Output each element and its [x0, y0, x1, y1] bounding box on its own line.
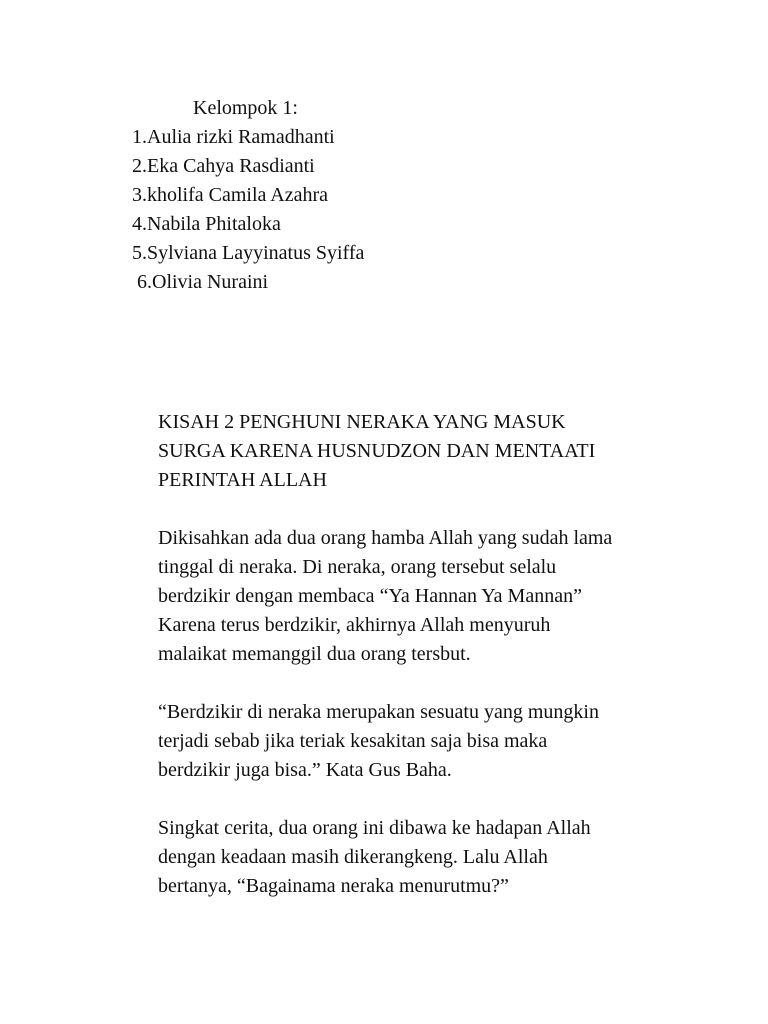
paragraph-line: dengan keadaan masih dikerangkeng. Lalu Allah — [158, 846, 548, 868]
paragraph-line: Singkat cerita, dua orang ini dibawa ke hadapan Allah — [158, 817, 591, 839]
member-item: 6.Olivia Nuraini — [137, 271, 269, 293]
member-item: 2.Eka Cahya Rasdianti — [132, 155, 315, 177]
paragraph-line: tinggal di neraka. Di neraka, orang tersebut selalu — [158, 556, 557, 578]
paragraph-line: Karena terus berdzikir, akhirnya Allah menyuruh — [158, 614, 551, 636]
paragraph-line: terjadi sebab jika teriak kesakitan saja bisa maka — [158, 730, 548, 752]
story-section — [158, 408, 718, 930]
paragraph-line: bertanya, “Bagainama neraka menurutmu?” — [158, 875, 509, 897]
story-paragraph-3 — [158, 814, 718, 901]
group-title: Kelompok 1: — [193, 97, 298, 119]
heading-line: PERINTAH ALLAH — [158, 469, 327, 491]
story-paragraph-1 — [158, 524, 718, 669]
member-item: 1.Aulia rizki Ramadhanti — [132, 126, 335, 148]
group-member-list — [132, 94, 364, 297]
heading-line: KISAH 2 PENGHUNI NERAKA YANG MASUK — [158, 411, 566, 433]
heading-line: SURGA KARENA HUSNUDZON DAN MENTAATI — [158, 440, 596, 462]
member-item: 3.kholifa Camila Azahra — [132, 184, 329, 206]
paragraph-line: “Berdzikir di neraka merupakan sesuatu yang mungkin — [158, 701, 599, 723]
member-item: 4.Nabila Phitaloka — [132, 213, 281, 235]
member-item: 5.Sylviana Layyinatus Syiffa — [132, 242, 365, 264]
paragraph-line: Dikisahkan ada dua orang hamba Allah yang sudah lama — [158, 527, 613, 549]
paragraph-line: berdzikir juga bisa.” Kata Gus Baha. — [158, 759, 452, 781]
story-heading — [158, 408, 718, 495]
paragraph-line: berdzikir dengan membaca “Ya Hannan Ya Mannan” — [158, 585, 582, 607]
story-paragraph-2 — [158, 698, 718, 785]
paragraph-line: malaikat memanggil dua orang tersbut. — [158, 643, 471, 665]
